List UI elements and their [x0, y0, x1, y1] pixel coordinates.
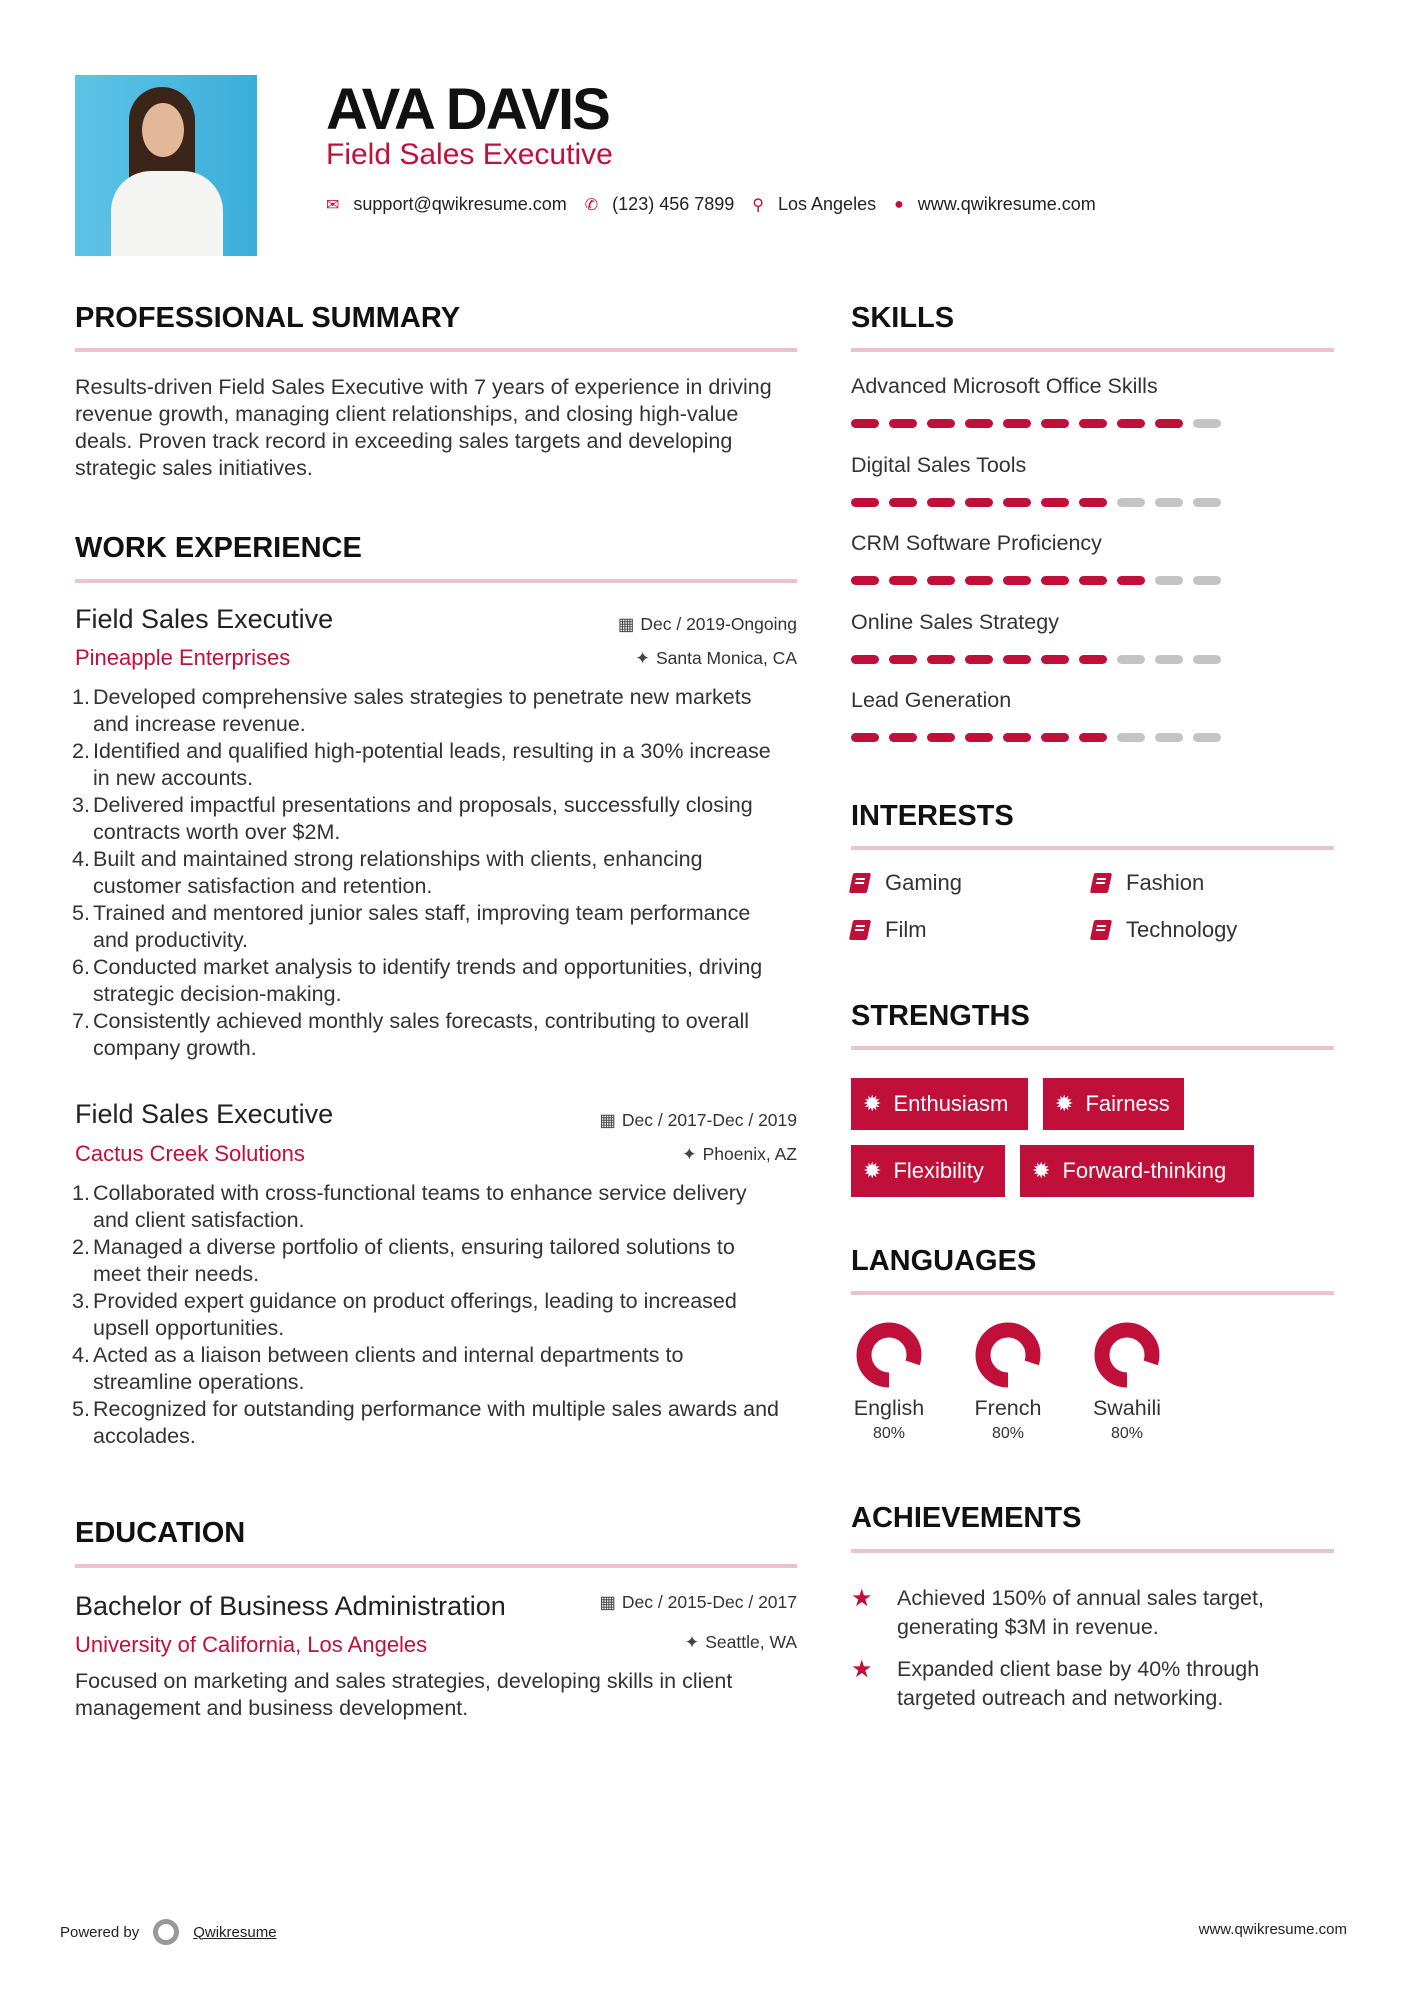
- skill-dash-filled: [965, 576, 993, 585]
- job-bullet: [72, 1234, 785, 1288]
- skill-dash-empty: [1155, 498, 1183, 507]
- language-percent: 80%: [872, 1425, 906, 1442]
- skill-dash-empty: [1193, 733, 1221, 742]
- skill-dash-empty: [1155, 733, 1183, 742]
- interest-label: Film: [885, 917, 927, 942]
- skill-dash-filled: [1003, 733, 1031, 742]
- experience-heading: WORK EXPERIENCE: [75, 532, 362, 564]
- skill-dash-filled: [1003, 419, 1031, 428]
- skill-dash-filled: [1079, 576, 1107, 585]
- bullet-number: 4.: [72, 847, 90, 871]
- job-bullet: [72, 1288, 785, 1342]
- achievement-item: [851, 1655, 1331, 1713]
- job-bullet: [72, 792, 785, 846]
- interest-label: Technology: [1126, 917, 1238, 942]
- skill-dash-filled: [889, 419, 917, 428]
- language-percent: 80%: [1110, 1425, 1144, 1442]
- badge-icon: ✹: [863, 1091, 882, 1116]
- language-ring: [856, 1322, 922, 1388]
- skill-level-bar: [851, 419, 1334, 428]
- strength-label: Enthusiasm: [893, 1091, 1009, 1116]
- bullet-number: 1.: [72, 1181, 90, 1205]
- strength-badge: [1020, 1145, 1254, 1197]
- skill-dash-filled: [1117, 576, 1145, 585]
- strengths-heading: STRENGTHS: [851, 1000, 1030, 1032]
- strength-label: Flexibility: [893, 1158, 984, 1183]
- language-name: French: [974, 1396, 1042, 1420]
- bullet-text: Recognized for outstanding performance with multiple sales awards and accolades.: [93, 1397, 779, 1448]
- job-location-text: Santa Monica, CA: [655, 648, 797, 668]
- bullet-number: 1.: [72, 685, 90, 709]
- bullet-number: 4.: [72, 1343, 90, 1367]
- calendar-icon: ▦: [599, 1110, 616, 1130]
- bullet-number: 2.: [72, 1235, 90, 1259]
- skill-dash-filled: [851, 655, 879, 664]
- strength-label: Fairness: [1085, 1091, 1170, 1116]
- language-name: English: [853, 1396, 925, 1420]
- badge-icon: ✹: [863, 1158, 882, 1183]
- summary-heading: PROFESSIONAL SUMMARY: [75, 302, 461, 334]
- pushpin-icon: ✦: [681, 1144, 697, 1164]
- skill-dash-empty: [1193, 576, 1221, 585]
- job-location: [682, 1144, 797, 1165]
- section-divider: [851, 1046, 1334, 1050]
- skill-item: [851, 531, 1334, 610]
- skill-dash-filled: [1003, 576, 1031, 585]
- bullet-number: 7.: [72, 1009, 90, 1033]
- qwikresume-link[interactable]: Qwikresume: [193, 1923, 277, 1941]
- interest-item: [851, 917, 927, 943]
- skill-level-bar: [851, 498, 1334, 507]
- skill-dash-filled: [1155, 419, 1183, 428]
- job-bullet: [72, 846, 785, 900]
- skill-item: [851, 688, 1334, 767]
- education-text: Focused on marketing and sales strategies, developing skills in client management and business development.: [75, 1669, 733, 1720]
- skill-dash-filled: [927, 498, 955, 507]
- bullet-text: Developed comprehensive sales strategies to penetrate new markets and increase revenue.: [93, 685, 752, 736]
- job-bullets: [72, 1180, 785, 1450]
- job-bullet: [72, 900, 785, 954]
- bullet-text: Identified and qualified high-potential leads, resulting in a 30% increase in new accounts.: [93, 739, 771, 790]
- language-percent: 80%: [991, 1425, 1025, 1442]
- skill-label: Digital Sales Tools: [851, 452, 1027, 477]
- skills-heading: SKILLS: [851, 302, 955, 334]
- skill-dash-empty: [1193, 655, 1221, 664]
- bullet-text: Acted as a liaison between clients and internal departments to streamline operations.: [93, 1343, 684, 1394]
- job-title: Field Sales Executive: [75, 604, 334, 634]
- language-name: Swahili: [1092, 1396, 1162, 1420]
- skill-dash-filled: [1041, 655, 1069, 664]
- bullet-number: 6.: [72, 955, 90, 979]
- achievement-item: [851, 1584, 1331, 1642]
- job-date: [618, 614, 797, 635]
- pushpin-icon: ✦: [635, 648, 650, 668]
- envelope-icon: ✉: [326, 196, 340, 214]
- bullet-text: Managed a diverse portfolio of clients, ensuring tailored solutions to meet their needs.: [93, 1235, 735, 1286]
- job-bullet: [72, 954, 785, 1008]
- school: University of California, Los Angeles: [75, 1632, 428, 1657]
- skill-dash-filled: [965, 733, 993, 742]
- language-ring: [1094, 1322, 1160, 1388]
- skill-dash-empty: [1117, 733, 1145, 742]
- footer-powered-by: [60, 1919, 277, 1945]
- powered-by-label: Powered by: [60, 1923, 140, 1941]
- interest-item: [1092, 870, 1204, 896]
- job-date-text: Dec / 2019-Ongoing: [640, 614, 797, 634]
- skill-dash-filled: [1003, 655, 1031, 664]
- contact-location: Los Angeles: [778, 194, 877, 214]
- languages-list: [839, 1322, 1177, 1443]
- skill-dash-empty: [1117, 655, 1145, 664]
- skill-dash-filled: [889, 655, 917, 664]
- skill-dash-empty: [1193, 498, 1221, 507]
- skill-dash-filled: [1079, 655, 1107, 664]
- bullet-number: 3.: [72, 793, 90, 817]
- skill-dash-empty: [1155, 576, 1183, 585]
- footer-url[interactable]: www.qwikresume.com: [1198, 1921, 1347, 1938]
- skill-dash-filled: [851, 576, 879, 585]
- badge-icon: ✹: [1055, 1091, 1074, 1116]
- skill-dash-filled: [889, 576, 917, 585]
- skill-level-bar: [851, 655, 1334, 664]
- skill-dash-filled: [851, 419, 879, 428]
- skill-dash-filled: [851, 498, 879, 507]
- job-location: [635, 648, 797, 669]
- pushpin-icon: ✦: [684, 1632, 700, 1652]
- skill-dash-filled: [1079, 733, 1107, 742]
- interest-item: [851, 870, 962, 896]
- education-date-text: Dec / 2015-Dec / 2017: [621, 1592, 797, 1612]
- achievements-heading: ACHIEVEMENTS: [851, 1502, 1082, 1534]
- language-item: [839, 1322, 939, 1443]
- calendar-icon: ▦: [599, 1592, 616, 1612]
- job-company: Cactus Creek Solutions: [75, 1141, 305, 1166]
- globe-icon: ●: [894, 195, 904, 213]
- interest-item: [1092, 917, 1237, 943]
- job-bullet: [72, 684, 785, 738]
- book-icon: [1090, 920, 1112, 940]
- skill-dash-filled: [1041, 576, 1069, 585]
- section-divider: [75, 348, 797, 352]
- section-divider: [851, 348, 1334, 352]
- strength-badge: [851, 1145, 1005, 1197]
- contact-email[interactable]: support@qwikresume.com: [353, 194, 567, 214]
- skill-dash-filled: [1041, 419, 1069, 428]
- bullet-number: 2.: [72, 739, 90, 763]
- book-icon: [849, 920, 871, 940]
- skill-dash-empty: [1193, 419, 1221, 428]
- skill-level-bar: [851, 733, 1334, 742]
- strength-label: Forward-thinking: [1062, 1158, 1227, 1183]
- strength-badge: [851, 1078, 1028, 1130]
- section-divider: [851, 846, 1334, 850]
- education-heading: EDUCATION: [75, 1517, 246, 1549]
- skill-level-bar: [851, 576, 1334, 585]
- language-item: [1077, 1322, 1177, 1443]
- bullet-number: 3.: [72, 1289, 90, 1313]
- job-bullets: [72, 684, 785, 1062]
- skill-dash-filled: [1079, 498, 1107, 507]
- interest-label: Fashion: [1126, 870, 1205, 895]
- skill-dash-filled: [965, 498, 993, 507]
- skill-dash-filled: [927, 576, 955, 585]
- interests-heading: INTERESTS: [851, 800, 1014, 832]
- job-company: Pineapple Enterprises: [75, 645, 291, 670]
- skill-dash-filled: [1117, 419, 1145, 428]
- job-title: Field Sales Executive: [75, 1099, 334, 1129]
- candidate-name: AVA DAVIS: [326, 77, 609, 142]
- skill-item: [851, 374, 1334, 453]
- skill-dash-empty: [1117, 498, 1145, 507]
- skill-dash-filled: [965, 655, 993, 664]
- skill-dash-filled: [851, 733, 879, 742]
- bullet-text: Provided expert guidance on product offerings, leading to increased upsell opportunities.: [93, 1289, 737, 1340]
- education-location: [685, 1632, 797, 1653]
- qwikresume-logo-icon: [153, 1919, 179, 1945]
- section-divider: [851, 1291, 1334, 1295]
- section-divider: [75, 1564, 797, 1568]
- badge-icon: ✹: [1032, 1158, 1051, 1183]
- job-bullet: [72, 738, 785, 792]
- skill-label: Advanced Microsoft Office Skills: [851, 374, 1158, 398]
- map-marker-icon: ⚲: [752, 196, 764, 214]
- contact-bar: [326, 194, 1114, 215]
- skill-label: CRM Software Proficiency: [851, 531, 1102, 556]
- skill-dash-filled: [889, 733, 917, 742]
- education-date: [599, 1592, 797, 1613]
- bullet-text: Trained and mentored junior sales staff, improving team performance and productivity.: [93, 901, 751, 952]
- section-divider: [75, 579, 797, 583]
- job-date-text: Dec / 2017-Dec / 2019: [621, 1110, 797, 1130]
- language-item: [958, 1322, 1058, 1443]
- skill-item: [851, 610, 1334, 689]
- job-bullet: [72, 1008, 785, 1062]
- summary-text: Results-driven Field Sales Executive with 7 years of experience in driving revenue growth, managing client relationships, and closing high-value deals. Proven track record in exceeding sales targets and developing strategic sales initiatives.: [75, 375, 772, 480]
- book-icon: [849, 873, 871, 893]
- calendar-icon: ▦: [617, 614, 635, 634]
- education-location-text: Seattle, WA: [705, 1632, 797, 1652]
- bullet-text: Collaborated with cross-functional teams to enhance service delivery and client satisfaction.: [93, 1181, 747, 1232]
- profile-photo: [75, 75, 257, 256]
- bullet-text: Conducted market analysis to identify trends and opportunities, driving strategic decision-making.: [93, 955, 763, 1006]
- achievement-text: Expanded client base by 40% through targeted outreach and networking.: [897, 1657, 1260, 1710]
- candidate-title: Field Sales Executive: [326, 138, 613, 171]
- achievement-text: Achieved 150% of annual sales target, generating $3M in revenue.: [897, 1586, 1264, 1639]
- skill-dash-filled: [1003, 498, 1031, 507]
- skill-item: [851, 453, 1334, 532]
- degree: Bachelor of Business Administration: [75, 1591, 506, 1621]
- job-location-text: Phoenix, AZ: [702, 1144, 797, 1164]
- skill-dash-filled: [927, 655, 955, 664]
- bullet-text: Built and maintained strong relationships with clients, enhancing customer satisfaction and retention.: [93, 847, 703, 898]
- job-date: [599, 1110, 797, 1131]
- bullet-text: Consistently achieved monthly sales forecasts, contributing to overall company growth.: [93, 1009, 750, 1060]
- skill-dash-filled: [927, 419, 955, 428]
- book-icon: [1090, 873, 1112, 893]
- strength-badge: [1043, 1078, 1184, 1130]
- star-icon: ★: [851, 1585, 873, 1612]
- skill-dash-filled: [927, 733, 955, 742]
- language-ring: [975, 1322, 1041, 1388]
- languages-heading: LANGUAGES: [851, 1245, 1037, 1277]
- skill-label: Lead Generation: [851, 688, 1012, 713]
- job-bullet: [72, 1342, 785, 1396]
- skills-list: [851, 374, 1334, 767]
- job-bullet: [72, 1180, 785, 1234]
- bullet-number: 5.: [72, 901, 90, 925]
- phone-icon: ✆: [584, 196, 599, 214]
- skill-dash-filled: [1079, 419, 1107, 428]
- skill-dash-filled: [965, 419, 993, 428]
- skill-label: Online Sales Strategy: [851, 609, 1059, 634]
- job-bullet: [72, 1396, 785, 1450]
- bullet-number: 5.: [72, 1397, 90, 1421]
- bullet-text: Delivered impactful presentations and proposals, successfully closing contracts worth over $2M.: [93, 793, 753, 844]
- contact-phone[interactable]: (123) 456 7899: [612, 194, 735, 214]
- skill-dash-filled: [889, 498, 917, 507]
- star-icon: ★: [851, 1656, 873, 1683]
- contact-website[interactable]: www.qwikresume.com: [917, 194, 1096, 214]
- section-divider: [851, 1549, 1334, 1553]
- skill-dash-filled: [1041, 733, 1069, 742]
- skill-dash-filled: [1041, 498, 1069, 507]
- interest-label: Gaming: [885, 870, 963, 895]
- skill-dash-empty: [1155, 655, 1183, 664]
